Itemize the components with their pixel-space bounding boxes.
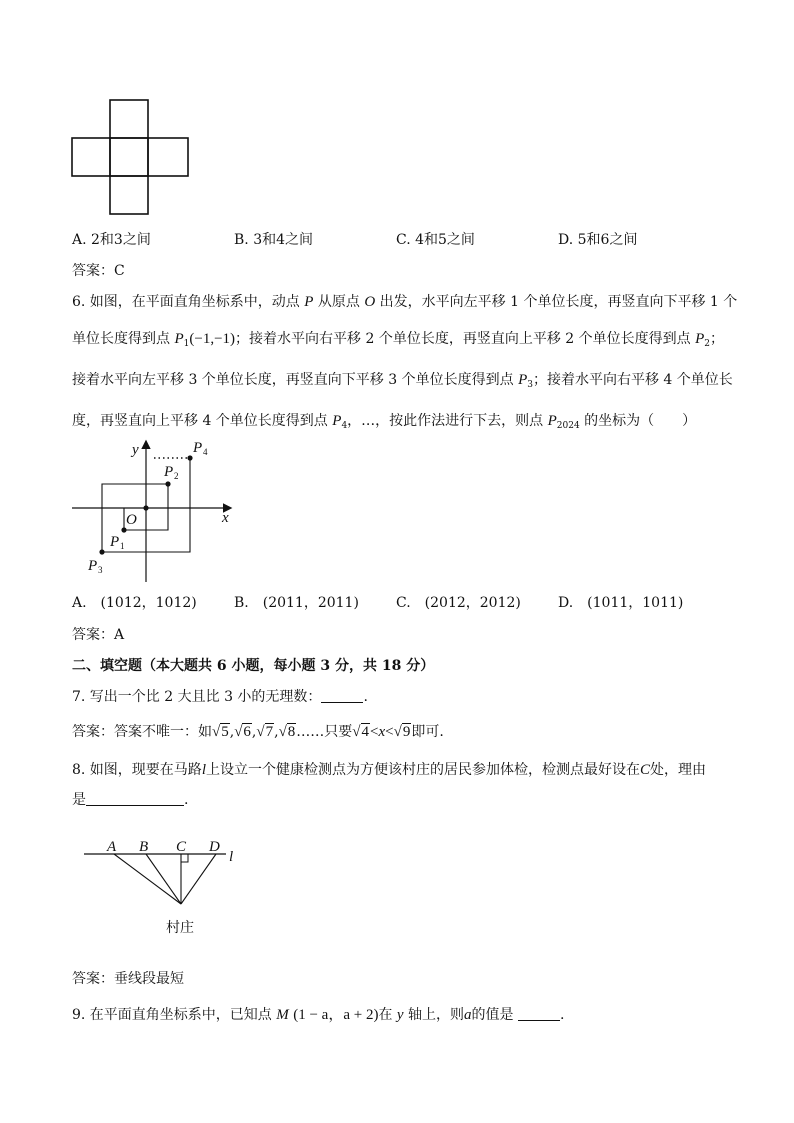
q6-option-a: A. (1012，1012) xyxy=(72,595,197,611)
q5-option-b: B. 3和4之间 xyxy=(234,232,314,248)
label-p1-sub: 1 xyxy=(120,541,125,551)
q6-option-d: D. (1011，1011) xyxy=(558,595,684,611)
road-village-figure xyxy=(76,834,256,944)
label-p3-sub: 3 xyxy=(98,565,103,575)
q8-blank xyxy=(86,793,184,806)
label-village: 村庄 xyxy=(166,920,194,936)
label-p3: P xyxy=(88,558,98,574)
point-p2 xyxy=(165,481,170,486)
q9-question: 9. 在平面直角坐标系中，已知点 M (1 − a，a + 2)在 y 轴上，则a的值是 . xyxy=(72,1007,565,1023)
q7-blank xyxy=(321,690,363,703)
cross-net-figure xyxy=(70,98,194,218)
label-p1: P xyxy=(110,534,120,550)
q9-blank xyxy=(518,1008,560,1021)
label-o: O xyxy=(126,512,137,528)
q8-line-2: 是 . xyxy=(72,792,189,808)
point-p3 xyxy=(99,549,104,554)
axis-label-y: y xyxy=(132,442,139,458)
label-p4-sub: 4 xyxy=(203,447,208,457)
point-o xyxy=(143,505,148,510)
q6-line-3: 接着水平向左平移 3 个单位长度，再竖直向下平移 3 个单位长度得到点 $P_3$；接着水平向右平移 4 个单位长 xyxy=(72,372,733,390)
label-a: A xyxy=(107,839,117,855)
q6-line-2: 单位长度得到点 $P_1(-1,-1)$；接着水平向右平移 2 个单位长度，再竖直向上平移 2 个单位长度得到点 $P_2$； xyxy=(72,331,725,349)
q6-option-c: C. (2012，2012) xyxy=(396,595,521,611)
section-2-title: 二、填空题（本大题共 6 小题，每小题 3 分，共 18 分） xyxy=(72,658,435,674)
label-p4: P xyxy=(193,440,203,456)
q6-line-4: 度，再竖直向上平移 4 个单位长度得到点 $P_4$，…，按此作法进行下去，则点 $P_{2024}$ 的坐标为（ ） xyxy=(72,413,697,431)
point-p4 xyxy=(187,455,192,460)
q8-answer: 答案：垂线段最短 xyxy=(72,971,184,987)
label-c: C xyxy=(176,839,187,855)
q5-answer: 答案：C xyxy=(72,263,125,279)
point-p1 xyxy=(121,527,126,532)
q6-option-b: B. (2011，2011) xyxy=(234,595,359,611)
right-angle-mark xyxy=(181,854,188,862)
coordinate-spiral-figure xyxy=(70,436,250,586)
label-l: l xyxy=(229,849,234,865)
q6-answer: 答案：A xyxy=(72,627,125,643)
q5-option-a: A. 2和3之间 xyxy=(72,232,151,248)
q7-question: 7. 写出一个比 2 大且比 3 小的无理数： . xyxy=(72,689,368,705)
label-p2: P xyxy=(164,464,174,480)
q6-line-1: 6. 如图，在平面直角坐标系中，动点 P 从原点 O 出发，水平向左平移 1 个单位长度，再竖直向下平移 1 个 xyxy=(72,294,738,310)
q5-option-d: D. 5和6之间 xyxy=(558,232,638,248)
q7-answer: 答案：答案不唯一：如√5,√6,√7,√8……只要√4<x<√9即可. xyxy=(72,724,444,740)
axis-label-x: x xyxy=(222,510,229,526)
label-d: D xyxy=(209,839,220,855)
label-b: B xyxy=(139,839,149,855)
q8-line-1: 8. 如图，现要在马路l上设立一个健康检测点为方便该村庄的居民参加体检，检测点最好设在C处，理由 xyxy=(72,762,706,778)
q5-option-c: C. 4和5之间 xyxy=(396,232,475,248)
label-p2-sub: 2 xyxy=(174,471,179,481)
